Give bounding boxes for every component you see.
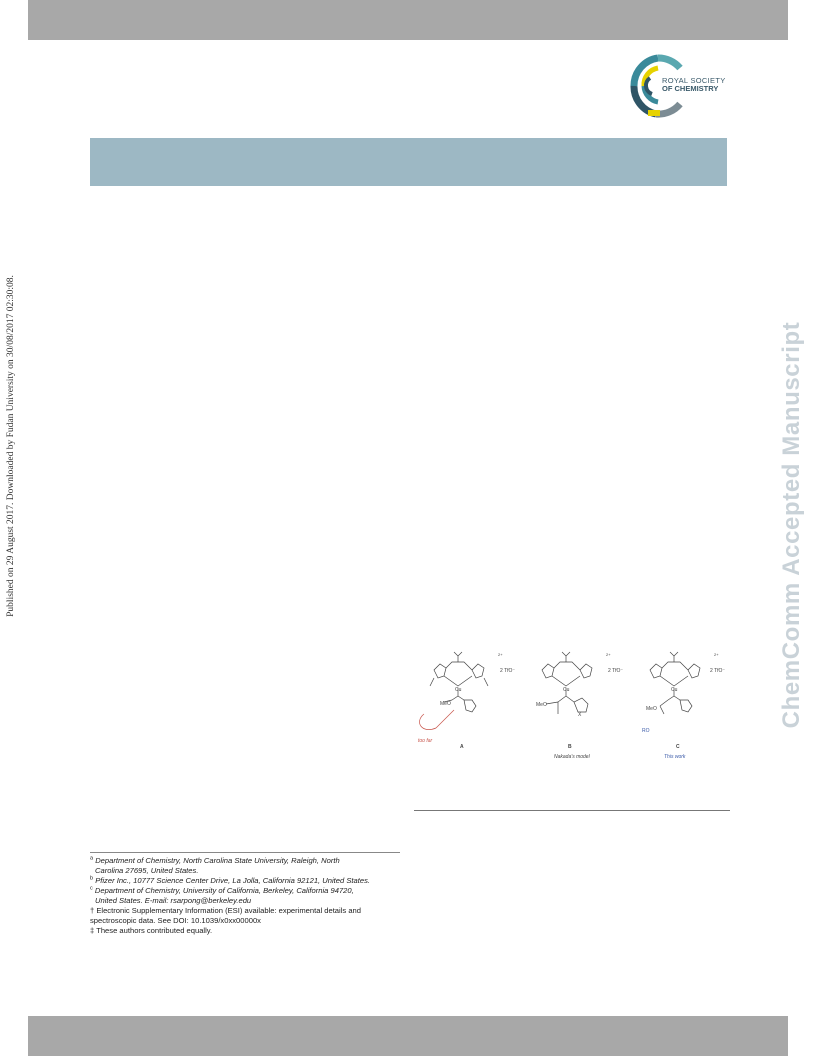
panel-a-meo: MeO [440,701,451,707]
panel-a-label: A [460,744,464,750]
footnote-esi: † Electronic Supplementary Information (ESI) available: experimental details and [90,906,361,915]
panel-a-cu: Cu [455,687,462,693]
bottom-gray-band [28,1016,788,1056]
panel-a-note: too far [418,738,433,744]
panel-c-cu: Cu [671,687,678,693]
panel-b-label: B [568,744,572,750]
panel-c-caption: This work [664,754,686,760]
footnotes [90,856,402,936]
panel-b-x: X [578,712,582,718]
footnote-b-mark: b [90,875,94,882]
scheme-bottom-rule [414,810,730,811]
footnote-a-line1: Department of Chemistry, North Carolina State University, Raleigh, North [95,856,340,865]
panel-a-charge: 2+ [498,652,503,657]
footnote-a-cont [90,866,402,876]
top-gray-band [28,0,788,40]
panel-c-ro: RO [642,728,650,734]
panel-c-counterion: 2 TfO⁻ [710,668,726,674]
watermark-text: ChemComm Accepted Manuscript [778,321,805,729]
panel-b-caption: Nakada's model [554,754,590,760]
footnote-rule [90,852,400,853]
footnote-c-mark: c [90,885,93,892]
footnote-a-mark: a [90,855,94,862]
footnote-esi-cont: spectroscopic data. See DOI: 10.1039/x0xx00000x [90,916,261,925]
panel-b [542,652,592,714]
footnote-c [90,886,402,896]
footnote-c-line2: United States. E-mail: rsarpong@berkeley.edu [95,896,252,905]
footnote-b [90,876,402,886]
panel-b-charge: 2+ [606,652,611,657]
logo-line-2: OF CHEMISTRY [662,84,719,93]
accepted-manuscript-watermark [772,270,812,780]
footnote-a-line2: Carolina 27695, United States. [95,866,199,875]
publication-side-note [4,256,18,636]
footnote-a [90,856,402,866]
footnote-c-cont [90,896,402,906]
panel-a [420,652,488,730]
logo-line-1: ROYAL SOCIETY [662,76,726,85]
panel-c-meo: MeO [646,706,657,712]
side-note-text: Published on 29 August 2017. Downloaded by Fudan University on 30/08/2017 02:30:08. [6,275,16,617]
panel-b-meo: MeO [536,702,547,708]
panel-b-counterion: 2 TfO⁻ [608,668,624,674]
panel-c-label: C [676,744,680,750]
footnote-b-line1: Pfizer Inc., 10777 Science Center Drive, La Jolla, California 92121, United States. [95,876,370,885]
panel-c [650,652,700,714]
panel-a-counterion: 2 TfO⁻ [500,668,516,674]
panel-c-charge: 2+ [714,652,719,657]
panel-b-cu: Cu [563,687,570,693]
footnote-c-line1: Department of Chemistry, University of California, Berkeley, California 94720, [94,886,354,895]
footnote-equal: ‡ These authors contributed equally. [90,926,213,935]
scheme-figure [414,648,730,772]
logo-text [662,77,726,93]
article-header-box [90,138,727,186]
